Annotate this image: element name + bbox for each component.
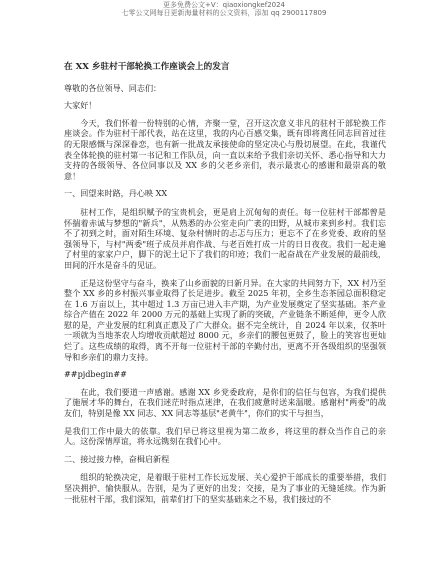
salutation-leaders: 尊敬的各位领导、同志们： — [64, 82, 162, 93]
header-line-2: 七零公文网每日更新海量材料的公文资料，添加 qq 2900117809 — [121, 9, 327, 17]
paragraph-achievements: 正是这份坚守与奋斗，换来了山乡面貌的日新月异。在大家的共同努力下，XX 村乃至整个 XX 乡的乡村振兴事业取得了长足进步。截至 2025 年初，全乡生态茶园总面积稳定在 1.6 万亩以上，其中超过 1.3 万亩已进入丰产期，为产业发展奠定了坚实基础。茶产业综合产值在 2022 年 2000 万元的基础上实现了新的突破，产业链条不断延伸，更令人欣慰的是，产业发展的红利真正惠及了广大群众。据不完全统计，自 2024 年以来，仅茶叶一项就为当地茶农人均增收贡献超过 8000 元，乡亲们的腰包更鼓了，脸上的笑容也更灿烂了。这些成绩的取得，离不开每一位驻村干部的辛勤付出，更离不开各级组织的坚强领导和乡亲们的鼎力支持。 — [64, 277, 386, 362]
page-marker: ##pjdbegin## — [64, 369, 127, 380]
paragraph-thanks-continued: 是我们工作中最大的依靠。我们早已将这里视为第二故乡，将这里的群众当作自己的亲人。这份深情厚谊，将永远镌刻在我们心中。 — [64, 425, 386, 447]
document-title: 在 XX 乡驻村干部轮换工作座谈会上的发言 — [64, 62, 230, 72]
paragraph-handover: 组织的轮换决定，是着眼于驻村工作长远发展、关心爱护干部成长的重要举措，我们坚决拥护、愉快服从。告别，是为了更好的出发；交接，是为了事业的无缝延续。作为新一批驻村干部，我们深知，前辈们打下的坚实基础来之不易，我们接过的不 — [64, 472, 386, 504]
paragraph-opening: 今天，我们怀着一份特别的心情，齐聚一堂，召开这次意义非凡的驻村干部轮换工作座谈会。作为驻村干部代表，站在这里，我的内心百感交集，既有即将离任同志回首过往的无限感慨与深深眷恋，也有新一批战友承接使命的坚定决心与殷切展望。在此，我谨代表全体轮换的驻村第一书记和工作队员，向一直以来给予我们亲切关怀、悉心指导和大力支持的各级领导、各位同事以及 XX 乡的父老乡亲们，表示最衷心的感谢和最崇高的敬意！ — [64, 117, 386, 181]
section-heading-1: 一、回望来时路，丹心映 XX — [64, 188, 168, 199]
salutation-greeting: 大家好！ — [64, 100, 97, 111]
section-heading-2: 二、接过接力棒，奋楫启新程 — [64, 453, 170, 464]
header-line-1: 更多免费公文+V：qiaoxiongkef2024 — [162, 1, 286, 9]
paragraph-thanks: 在此，我们要道一声感谢。感谢 XX 乡党委政府，是你们的信任与包容，为我们提供了施展才华的舞台，在我们迷茫时指点迷津，在我们疲惫时送来温暖。感谢村"两委"的战友们，特别是像 XX 同志、XX 同志等基层"老黄牛"，你们的实干与担当， — [64, 386, 386, 419]
paragraph-work-review: 驻村工作，是组织赋予的宝贵机会，更是肩上沉甸甸的责任。每一位驻村干部都曾是怀揣着赤诚与梦想的"新兵"，从熟悉的办公室走向广袤的田野，从城市来到乡村。我们忘不了初到之时，面对陌生环境、复杂村情时的忐忑与压力；更忘不了在乡党委、政府的坚强领导下，与村"两委"班子成员并肩作战、与老百姓打成一片的日日夜夜。我们一起走遍了村里的家家户户，脚下的泥土记下了我们的印迹；我们一起奋战在产业发展的最前线，田间的汗水是奋斗的见证。 — [64, 206, 386, 270]
document-body — [64, 58, 386, 511]
